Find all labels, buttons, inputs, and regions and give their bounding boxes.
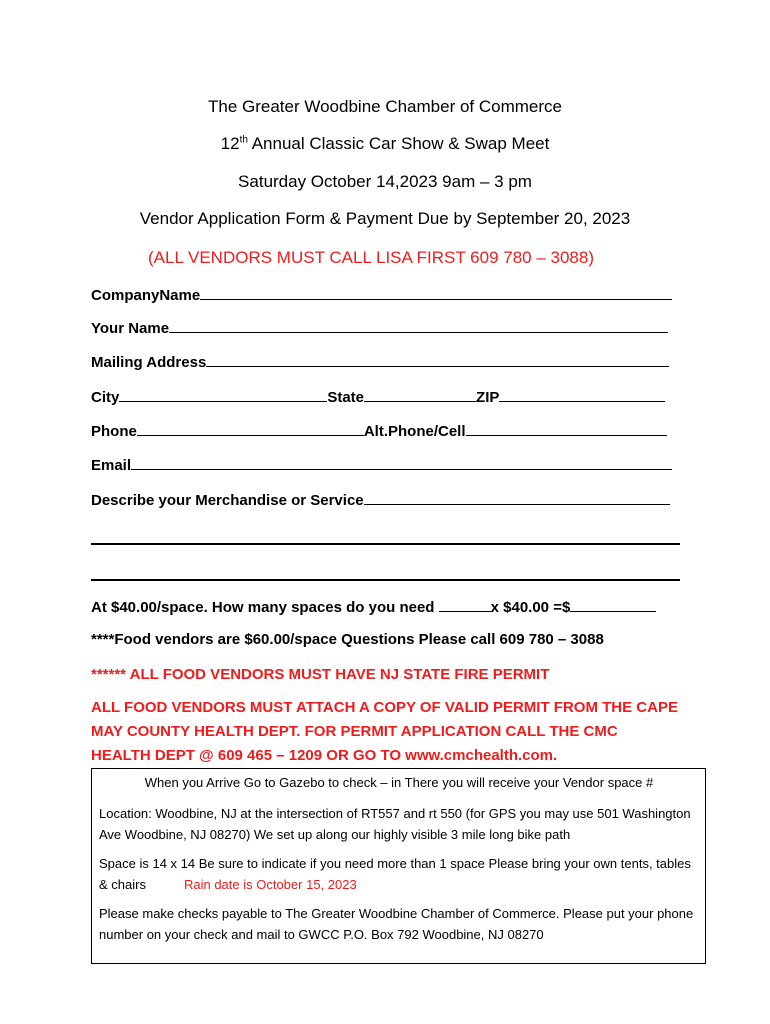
spaces-total-input[interactable]	[570, 597, 656, 612]
arrive-instructions: When you Arrive Go to Gazebo to check – in There you will receive your Vendor space #	[144, 775, 654, 790]
info-box	[91, 768, 706, 964]
your-name-input[interactable]	[169, 318, 668, 333]
zip-label: ZIP	[476, 389, 500, 406]
city-state-zip-row[interactable]	[91, 387, 665, 406]
describe-field[interactable]	[91, 490, 670, 509]
event-title	[0, 134, 770, 154]
describe-answer-line-2[interactable]	[91, 579, 680, 581]
describe-label: Describe your Merchandise or Service	[91, 492, 364, 509]
state-input[interactable]	[364, 387, 476, 402]
alt-phone-input[interactable]	[466, 421, 667, 436]
mailing-address-label: Mailing Address	[91, 354, 207, 371]
space-info	[99, 853, 699, 895]
location-info: Location: Woodbine, NJ at the intersection of RT557 and rt 550 (for GPS you may use 501 Washington Ave Woodbine, NJ 08270) We set up along our highly visible 3 mile long bike path	[99, 806, 691, 842]
alt-phone-label: Alt.Phone/Cell	[363, 423, 466, 440]
email-input[interactable]	[131, 455, 672, 470]
mailing-address-input[interactable]	[206, 352, 669, 367]
phone-label: Phone	[91, 423, 137, 440]
spaces-count-input[interactable]	[439, 597, 491, 612]
spaces-question: At $40.00/space. How many spaces do you need	[91, 599, 439, 616]
company-name-field[interactable]	[91, 285, 672, 304]
call-notice: (ALL VENDORS MUST CALL LISA FIRST 609 780 – 3088)	[148, 248, 594, 267]
spaces-multiplier: x $40.00 =$	[490, 599, 571, 616]
org-title: The Greater Woodbine Chamber of Commerce	[207, 97, 562, 116]
health-permit-notice: ALL FOOD VENDORS MUST ATTACH A COPY OF VALID PERMIT FROM THE CAPE MAY COUNTY HEALTH DEPT. FOR PERMIT APPLICATION CALL THE CMC HEALTH DEPT @ 609 465 – 1209 OR GO TO www.cmchealth.com.	[91, 699, 678, 764]
email-label: Email	[91, 457, 132, 474]
describe-answer-line-1[interactable]	[91, 543, 680, 545]
company-name-input[interactable]	[200, 285, 672, 300]
company-name-label: CompanyName	[91, 287, 201, 304]
due-date: Vendor Application Form & Payment Due by September 20, 2023	[139, 209, 631, 228]
your-name-field[interactable]	[91, 318, 668, 337]
phone-input[interactable]	[137, 421, 364, 436]
describe-input[interactable]	[364, 490, 670, 505]
event-name: Annual Classic Car Show & Swap Meet	[247, 134, 550, 153]
space-text: Space is 14 x 14 Be sure to indicate if you need more than 1 space Please bring your own tents, tables & chairs	[99, 856, 691, 892]
city-label: City	[91, 389, 120, 406]
fire-permit-notice: ****** ALL FOOD VENDORS MUST HAVE NJ STATE FIRE PERMIT	[91, 666, 550, 683]
state-label: State	[327, 389, 365, 406]
event-date: Saturday October 14,2023 9am – 3 pm	[238, 172, 532, 191]
spaces-row[interactable]	[91, 597, 656, 616]
food-vendor-price: ****Food vendors are $60.00/space Questions Please call 609 780 – 3088	[91, 631, 604, 648]
phone-row[interactable]	[91, 421, 667, 440]
your-name-label: Your Name	[91, 320, 170, 337]
mailing-address-field[interactable]	[91, 352, 669, 371]
zip-input[interactable]	[499, 387, 665, 402]
email-field[interactable]	[91, 455, 672, 474]
city-input[interactable]	[119, 387, 327, 402]
event-superscript: th	[239, 134, 248, 146]
rain-date: Rain date is October 15, 2023	[183, 877, 357, 892]
event-number: 12	[220, 134, 240, 153]
checks-info: Please make checks payable to The Greater Woodbine Chamber of Commerce. Please put your phone number on your check and mail to GWCC P.O. Box 792 Woodbine, NJ 08270	[99, 906, 694, 942]
